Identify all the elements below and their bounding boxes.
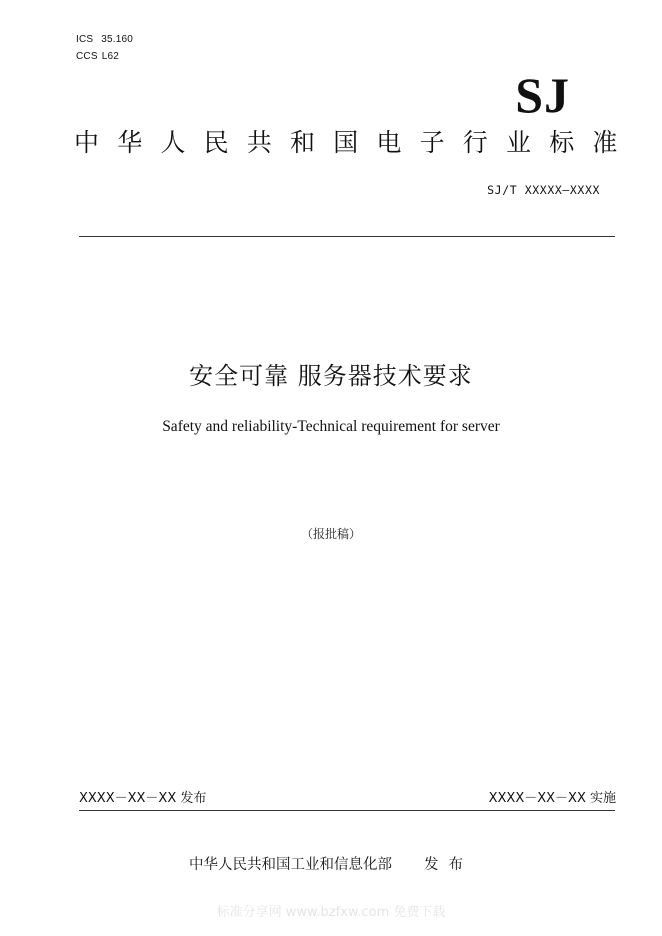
ics-label: ICS	[76, 34, 94, 45]
publisher-name: 中华人民共和国工业和信息化部	[189, 857, 392, 873]
document-title-cn: 安全可靠 服务器技术要求	[189, 362, 473, 390]
header-divider	[79, 236, 615, 237]
ics-code	[76, 33, 133, 47]
publisher-line	[0, 855, 662, 875]
sj-logo: SJ	[515, 67, 570, 123]
ministry-standard-title: 中华人民共和国电子行业标准	[74, 128, 636, 157]
watermark: 标准分享网 www.bzfxw.com 免费下载	[216, 905, 446, 920]
draft-status: （报批稿）	[300, 527, 361, 541]
publish-word: 发布	[424, 857, 473, 873]
ccs-value: L62	[101, 51, 120, 62]
implement-date: XXXX－XX－XX 实施	[488, 791, 616, 806]
document-title-en: Safety and reliability-Technical requirement for server	[162, 418, 500, 435]
publish-date: XXXX－XX－XX 发布	[79, 791, 207, 806]
ics-value: 35.160	[101, 34, 134, 45]
ccs-label: CCS	[76, 51, 98, 62]
ccs-code	[76, 50, 119, 64]
footer-divider	[79, 810, 615, 811]
standard-number: SJ/T XXXXX—XXXX	[487, 183, 600, 197]
